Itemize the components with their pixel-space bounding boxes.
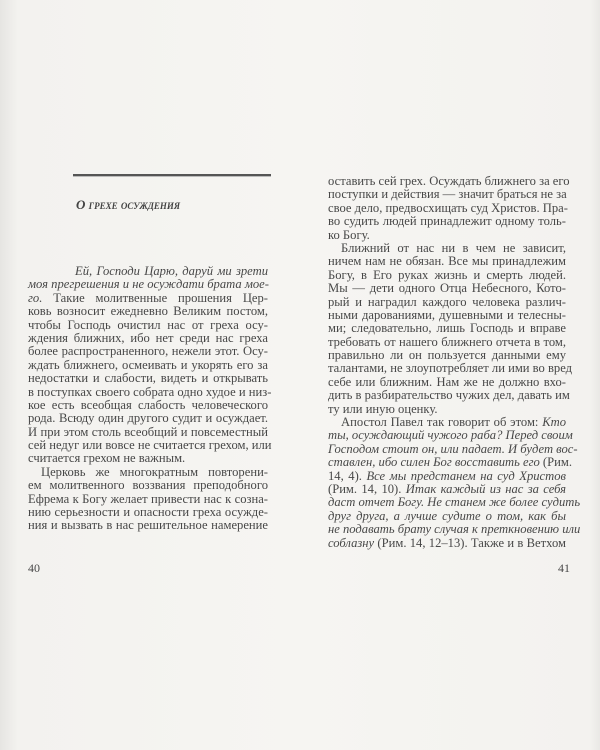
text-run: рый и наградил каждого человека различ- <box>328 294 566 309</box>
text-line <box>28 345 268 358</box>
text-run: свое дело, предвосхищать суд Христов. Пра- <box>328 200 568 215</box>
text-run: Такие молитвенные прошения Цер- <box>42 290 268 305</box>
text-line <box>28 452 268 465</box>
text-line <box>328 537 566 550</box>
italic-quote: Ей, Господи Царю, даруй ми зрети <box>75 264 268 278</box>
text-line <box>328 483 566 496</box>
text-line <box>28 319 268 332</box>
text-line <box>28 359 268 372</box>
text-run: ничем нам не обязан. Все мы принадлежим <box>328 254 566 269</box>
page-number: 41 <box>558 561 570 575</box>
text-run: в поступках своего собрата одно худое и низ- <box>28 384 272 399</box>
text-run: И при этом столь всеобщий и повсеместный <box>28 424 268 439</box>
text-run: правильно ли он пользуется данными ему <box>328 348 566 363</box>
text-line <box>328 229 566 242</box>
text-run: дить в разбирательство чужих дел, давать им <box>328 388 570 403</box>
text-run: ждения ближних, ибо нет среди нас греха <box>28 330 268 345</box>
text-line <box>328 495 581 510</box>
text-run: Ефрема к Богу желает привести нас к созна- <box>28 491 268 506</box>
text-line <box>328 470 566 483</box>
text-line <box>28 265 268 278</box>
text-run: нию серьезности и опасности греха осужде- <box>28 505 268 520</box>
text-line <box>328 309 566 322</box>
chapter-rule <box>73 174 271 177</box>
text-run: Ближний от нас ни в чем не зависит, <box>341 240 566 255</box>
text-line <box>328 510 566 523</box>
text-run: Церковь же многократным повторени- <box>41 464 268 479</box>
italic-quote: Кто <box>542 415 566 430</box>
text-run: ния и вызвать в нас решительное намерение <box>28 518 268 533</box>
text-run: во судить людей принадлежит одному толь- <box>328 214 566 229</box>
body-text <box>328 174 581 550</box>
text-run: Апостол Павел так говорит об этом: <box>341 415 543 430</box>
page-number: 40 <box>28 561 40 575</box>
italic-quote: Господом стоит он, или падает. И будет вос- <box>328 441 578 456</box>
text-run: ковь возносит ежедневно Великим постом, <box>28 304 268 319</box>
text-run: сей недуг или вовсе не считается грехом, или <box>28 438 272 453</box>
text-run: Мы — дети одного Отца Небесного, Кото- <box>328 281 566 296</box>
italic-quote: Все мы предстанем на суд Христов <box>366 468 566 483</box>
text-line <box>328 174 570 188</box>
text-run: ждать ближнего, осмеивать и укорять его за <box>28 357 268 372</box>
text-run: ту или иную оценку. <box>328 401 438 416</box>
text-run: 14, 4). <box>328 468 367 483</box>
text-run: рода. Всюду один другого судит и осуждает. <box>28 411 268 426</box>
text-line <box>28 278 268 291</box>
italic-quote: ты, осуждающий чужого раба? Перед своим <box>328 428 573 443</box>
text-run: (Рим. <box>539 455 572 470</box>
text-line <box>28 372 268 385</box>
italic-quote: ставлен, ибо силен Бог восставить его <box>328 455 540 470</box>
italic-quote: соблазну <box>328 535 375 550</box>
text-line <box>28 399 268 412</box>
text-run: ми; следовательно, лишь Господь и вправе <box>328 321 566 336</box>
text-line <box>28 332 268 345</box>
text-line <box>328 322 566 335</box>
text-line <box>328 255 566 268</box>
text-line <box>28 493 268 506</box>
text-line <box>328 416 566 429</box>
text-line <box>328 296 566 309</box>
text-run: ными дарованиями, душевными и телесны- <box>328 307 566 322</box>
text-run: (Рим. 14, 10). <box>328 481 406 496</box>
text-run: (Рим. 14, 12–13). Также и в Ветхом <box>374 535 566 550</box>
text-line <box>328 202 566 215</box>
text-run: оставить сей грех. Осуждать ближнего за его <box>328 174 570 188</box>
text-run: требовать от нашего ближнего отчета в том, <box>328 334 566 349</box>
text-line <box>28 506 268 519</box>
text-line <box>328 269 566 282</box>
text-line <box>328 455 572 470</box>
italic-quote: Итак каждый из нас за себя <box>405 481 566 496</box>
italic-quote: го. <box>28 290 43 305</box>
text-run: недостатки и слабости, видеть и открывать <box>28 371 268 386</box>
text-line <box>328 522 581 537</box>
text-line <box>328 388 570 403</box>
text-line <box>328 428 573 443</box>
text-run: кое есть всеобщая слабость человеческого <box>28 397 268 412</box>
text-line <box>28 438 272 453</box>
text-line <box>28 384 272 399</box>
italic-quote: друг друга, а лучше судите о том, как бы <box>328 508 566 523</box>
text-run: Богу, в Его руках жизнь и смерть людей. <box>328 267 566 282</box>
body-text <box>28 264 272 533</box>
text-run: ко Богу. <box>328 227 370 242</box>
text-line <box>28 292 268 305</box>
chapter-heading: О грехе осуждения <box>76 197 181 212</box>
text-line <box>28 305 268 318</box>
text-line <box>28 466 268 479</box>
text-line <box>28 479 268 492</box>
text-line <box>328 361 573 376</box>
text-line <box>328 188 566 201</box>
text-line <box>328 336 566 349</box>
italic-quote: моя прегрешения и не осуждати брата мое- <box>28 277 269 292</box>
text-line <box>328 349 566 362</box>
text-run: чтобы Господь очистил нас от греха осу- <box>28 317 268 332</box>
text-run: ем молитвенного воззвания преподобного <box>28 478 268 493</box>
text-run: считается грехом не важным. <box>28 451 186 466</box>
text-line <box>28 426 268 439</box>
italic-quote: не подавать брату случая к преткновению или <box>328 522 581 537</box>
right-page <box>300 0 600 750</box>
text-line <box>328 282 566 295</box>
text-line <box>28 412 268 425</box>
text-run: поступки и действия — значит браться не за <box>328 187 567 202</box>
text-run: себе или ближним. Нам же не должно вхо- <box>328 374 566 389</box>
text-line <box>328 242 566 255</box>
text-run: более распространенного, нежели этот. Осу- <box>28 344 268 359</box>
text-line <box>28 519 268 532</box>
text-line <box>328 441 578 456</box>
text-run: талантами, не злоупотребляет ли ими во вред <box>328 361 573 376</box>
text-line <box>328 376 566 389</box>
italic-quote: даст отчет Богу. Не станем же более судить <box>328 495 581 510</box>
text-line <box>328 215 566 228</box>
text-line <box>328 403 566 416</box>
